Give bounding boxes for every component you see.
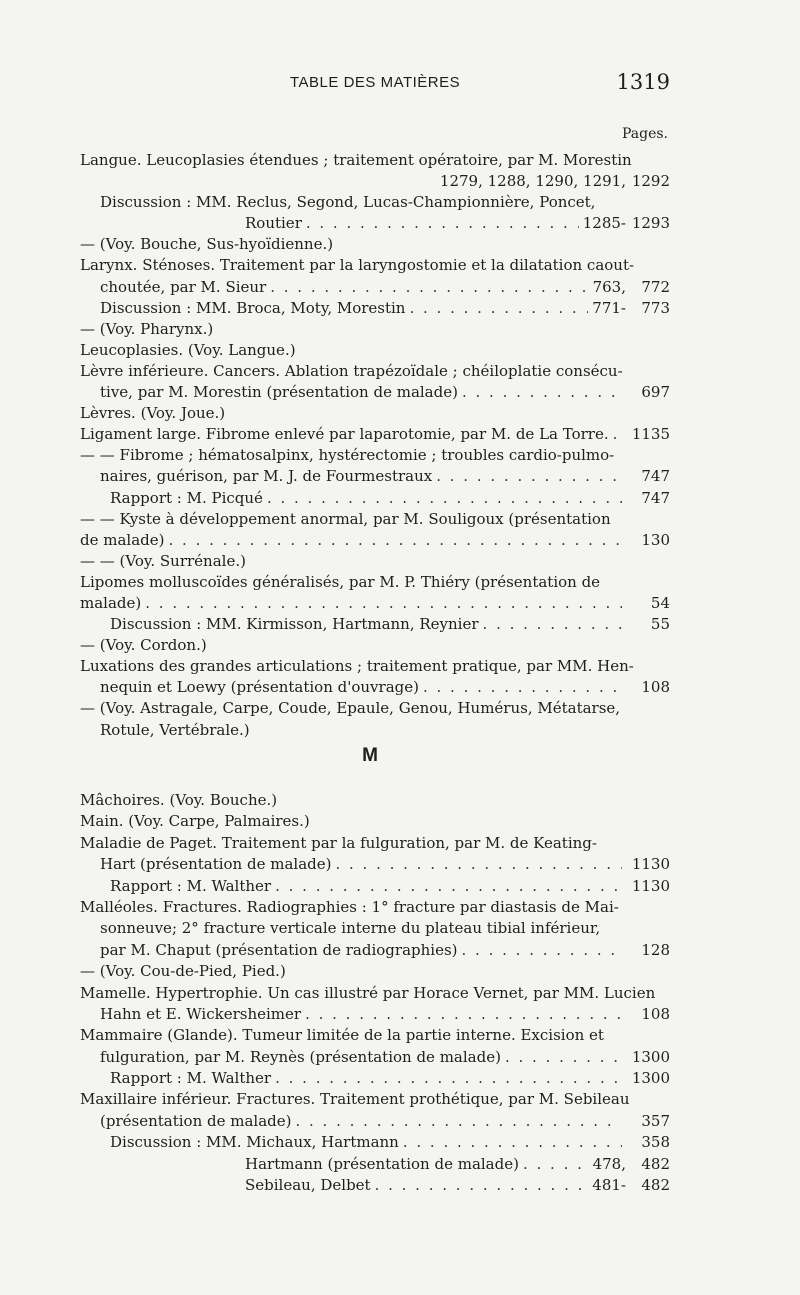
page-ref-end: 773 (641, 298, 670, 317)
page-ref: 55 (650, 615, 670, 634)
index-line (80, 677, 670, 698)
entry-text: Discussion : MM. Kirmisson, Hartmann, Reynier (110, 615, 479, 634)
index-line (80, 656, 670, 677)
index-line (80, 171, 670, 192)
page-ref-end: 1293 (631, 214, 670, 233)
dot-leader (613, 424, 622, 445)
index-line (80, 551, 670, 572)
section-letter-heading: M (362, 745, 378, 766)
entry-text: Langue. Leucoplasies étendues ; traitement opératoire, par M. Morestin (80, 151, 632, 169)
index-line (80, 1025, 670, 1046)
page-ref: 1285- (582, 214, 626, 233)
entry-text: Larynx. Sténoses. Traitement par la laryngostomie et la dilatation caout- (80, 256, 635, 275)
index-line (80, 530, 670, 551)
dot-leader (270, 277, 588, 298)
index-line (80, 1132, 670, 1153)
page-ref: 358 (641, 1133, 670, 1152)
entry-text: Rotule, Vertébrale.) (100, 720, 250, 739)
index-line (80, 234, 670, 255)
entry-text: fulguration, par M. Reynès (présentation de malade) (100, 1047, 501, 1066)
index-line (80, 298, 670, 319)
dot-leader (275, 1068, 622, 1089)
page-ref: 1300 (631, 1047, 670, 1066)
entry-text: — (Voy. Cordon.) (80, 636, 207, 655)
index-line (80, 509, 670, 530)
index-line (80, 614, 670, 635)
index-line (80, 403, 670, 424)
dot-leader (505, 1047, 622, 1068)
index-line (80, 255, 670, 276)
index-line (80, 1047, 670, 1068)
dot-leader (523, 1154, 589, 1175)
page-ref: 478, (592, 1154, 626, 1173)
dot-leader (436, 466, 622, 487)
entry-text: sonneuve; 2° fracture verticale interne du plateau tibial inférieur, (100, 919, 601, 938)
index-line (80, 150, 670, 171)
index-line (80, 961, 670, 982)
entry-text: Discussion : MM. Michaux, Hartmann (110, 1133, 399, 1152)
entry-text: Routier (245, 214, 302, 233)
entry-text: — (Voy. Cou-de-Pied, Pied.) (80, 962, 286, 981)
entry-text: Ligament large. Fibrome enlevé par laparotomie, par M. de La Torre. (80, 425, 609, 444)
entry-text: de malade) (80, 530, 165, 549)
dot-leader (335, 854, 622, 875)
dot-leader (169, 530, 623, 551)
index-line (80, 466, 670, 487)
index-line (80, 897, 670, 918)
index-line (80, 361, 670, 382)
index-line (80, 572, 670, 593)
page-ref: 130 (641, 530, 670, 549)
page-ref: 481- (592, 1176, 626, 1195)
dot-leader (275, 876, 622, 897)
entry-text: Leucoplasies. (Voy. Langue.) (80, 340, 296, 359)
entry-text: Maladie de Paget. Traitement par la fulguration, par M. de Keating- (80, 833, 597, 852)
index-line (80, 213, 670, 234)
page-ref: 1300 (631, 1069, 670, 1088)
page-ref: 771- (592, 298, 626, 317)
index-line (80, 720, 670, 741)
entry-text: Mamelle. Hypertrophie. Un cas illustré par Horace Vernet, par MM. Lucien (80, 983, 656, 1002)
index-line (80, 833, 670, 854)
page-ref: 128 (641, 940, 670, 959)
index-line (80, 488, 670, 509)
page-ref-end: 482 (641, 1154, 670, 1173)
dot-leader (267, 488, 622, 509)
page-number: 1319 (616, 70, 670, 94)
entry-text: Hahn et E. Wickersheimer (100, 1004, 302, 1023)
dot-leader (423, 677, 622, 698)
entry-text: naires, guérison, par M. J. de Fourmestraux (100, 467, 433, 486)
entry-text: Mâchoires. (Voy. Bouche.) (80, 791, 278, 809)
dot-leader (462, 940, 622, 961)
index-line (80, 593, 670, 614)
index-line (80, 277, 670, 298)
page-ref-end: 772 (641, 277, 670, 296)
dot-leader (295, 1111, 622, 1132)
page-ref: 108 (641, 1004, 670, 1023)
index-line (80, 811, 670, 832)
dot-leader (305, 1004, 622, 1025)
index-line (80, 1089, 670, 1110)
entry-text: — — Fibrome ; hématosalpinx, hystérectomie ; troubles cardio-pulmo- (80, 446, 615, 465)
entry-text: Malléoles. Fractures. Radiographies : 1° fracture par diastasis de Mai- (80, 897, 619, 916)
entry-text: Luxations des grandes articulations ; traitement pratique, par MM. Hen- (80, 657, 634, 676)
index-line (80, 1004, 670, 1025)
index-line (80, 340, 670, 361)
index-line (80, 940, 670, 961)
index-line (80, 424, 670, 445)
entry-text: Hart (présentation de malade) (100, 855, 332, 874)
index-section-l (80, 150, 670, 741)
page-ref: 1130 (631, 876, 670, 895)
entry-text: Discussion : MM. Broca, Moty, Morestin (100, 298, 406, 317)
running-title: TABLE DES MATIÈRES (290, 74, 461, 91)
entry-text: — — (Voy. Surrénale.) (80, 551, 246, 570)
page-ref: 763, (592, 277, 626, 296)
entry-text: Lèvres. (Voy. Joue.) (80, 404, 226, 423)
page-ref-end: 482 (641, 1176, 670, 1195)
entry-text: — (Voy. Astragale, Carpe, Coude, Epaule, Genou, Humérus, Métatarse, (80, 699, 621, 718)
entry-text: Rapport : M. Walther (110, 1069, 272, 1088)
entry-text: — (Voy. Pharynx.) (80, 319, 214, 338)
index-line (80, 698, 670, 719)
entry-text: Sebileau, Delbet (245, 1176, 371, 1195)
entry-text: Maxillaire inférieur. Fractures. Traitement prothétique, par M. Sebileau (80, 1090, 630, 1109)
pages-column-label: Pages. (621, 126, 668, 142)
index-line (80, 445, 670, 466)
dot-leader (375, 1175, 589, 1196)
entry-text: (présentation de malade) (100, 1111, 292, 1130)
page-ref: 1135 (631, 425, 670, 444)
index-line (80, 1154, 670, 1175)
entry-text: Rapport : M. Walther (110, 876, 272, 895)
entry-text: — — Kyste à développement anormal, par M. Souligoux (présentation (80, 509, 611, 528)
index-section-m (80, 790, 670, 1196)
entry-text: Hartmann (présentation de malade) (245, 1154, 519, 1173)
index-line (80, 790, 670, 811)
page-ref: 747 (641, 467, 670, 486)
index-line (80, 192, 670, 213)
index-line (80, 635, 670, 656)
entry-text: Lipomes molluscoïdes généralisés, par M. P. Thiéry (présentation de (80, 572, 601, 591)
entry-text: nequin et Loewy (présentation d'ouvrage) (100, 678, 419, 697)
page-ref: 1292 (631, 172, 670, 191)
dot-leader (462, 382, 622, 403)
index-line (80, 382, 670, 403)
entry-text: — (Voy. Bouche, Sus-hyoïdienne.) (80, 235, 334, 254)
dot-leader (483, 614, 622, 635)
entry-text: Mammaire (Glande). Tumeur limitée de la partie interne. Excision et (80, 1026, 604, 1045)
entry-text: tive, par M. Morestin (présentation de malade) (100, 383, 458, 402)
dot-leader (409, 298, 588, 319)
entry-text: Lèvre inférieure. Cancers. Ablation trapézoïdale ; chéiloplatie consécu- (80, 361, 623, 380)
entry-text: choutée, par M. Sieur (100, 277, 267, 296)
page-ref: 357 (641, 1111, 670, 1130)
page-ref: 697 (641, 383, 670, 402)
page-ref: 108 (641, 678, 670, 697)
index-line (80, 854, 670, 875)
page-ref: 54 (650, 593, 670, 612)
dot-leader (306, 213, 579, 234)
index-line (80, 1068, 670, 1089)
index-line (80, 1111, 670, 1132)
index-line (80, 876, 670, 897)
index-line (80, 319, 670, 340)
page-ref: 747 (641, 488, 670, 507)
entry-text: malade) (80, 593, 142, 612)
entry-text: Rapport : M. Picqué (110, 488, 263, 507)
entry-text: Discussion : MM. Reclus, Segond, Lucas-Championnière, Poncet, (100, 193, 596, 212)
index-line (80, 1175, 670, 1196)
dot-leader (145, 593, 622, 614)
index-line (80, 918, 670, 939)
entry-text: Main. (Voy. Carpe, Palmaires.) (80, 812, 310, 831)
page-header (80, 70, 670, 100)
page-ref: 1130 (631, 855, 670, 874)
index-line (80, 983, 670, 1004)
entry-text: 1279, 1288, 1290, 1291, (439, 172, 626, 191)
entry-text: par M. Chaput (présentation de radiographies) (100, 940, 458, 959)
dot-leader (403, 1132, 622, 1153)
